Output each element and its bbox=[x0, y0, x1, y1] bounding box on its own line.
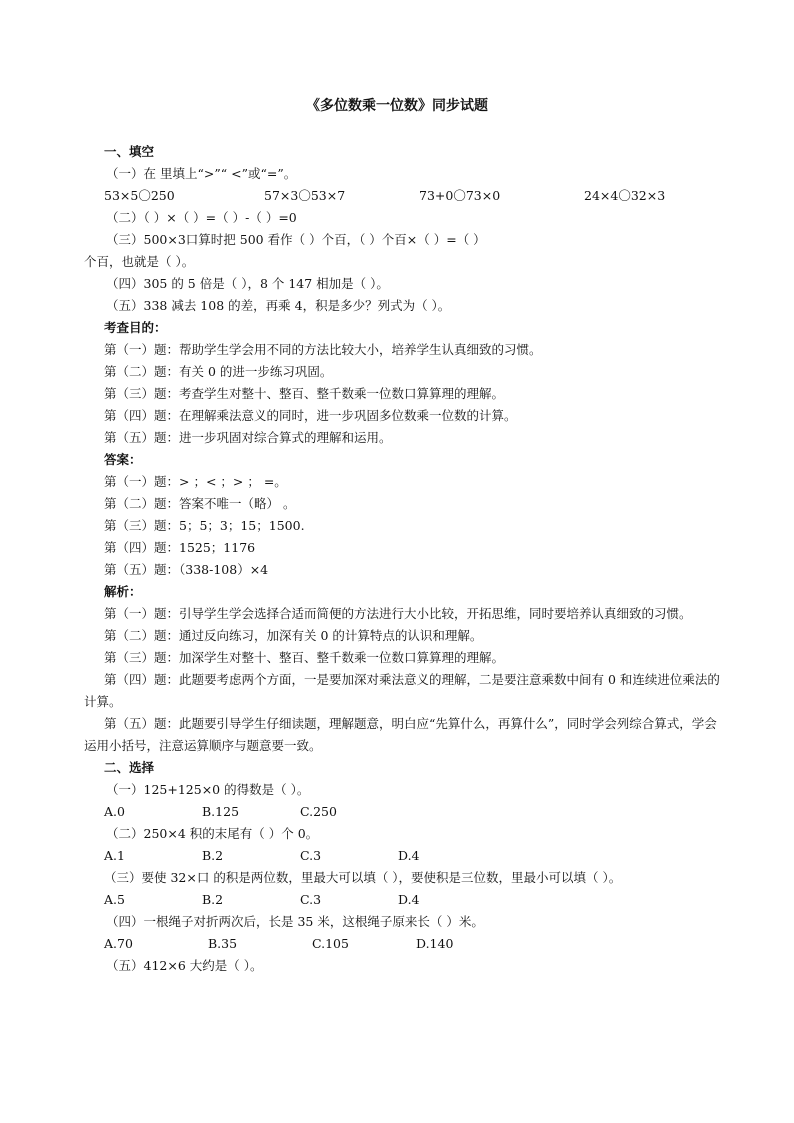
choice-option: A.70 bbox=[104, 936, 133, 951]
fill-q2: （二）（ ）×（ ）=（ ）-（ ）=0 bbox=[106, 210, 297, 225]
purpose-item: 第（一）题：帮助学生学会用不同的方法比较大小，培养学生认真细致的习惯。 bbox=[104, 342, 542, 357]
purpose-item: 第（五）题：进一步巩固对综合算式的理解和运用。 bbox=[104, 430, 392, 445]
choice-q1-options bbox=[104, 801, 724, 823]
choice-option: D.4 bbox=[398, 892, 420, 907]
fill-q5: （五）338 减去 108 的差，再乘 4，积是多少？列式为（ ）。 bbox=[106, 298, 451, 313]
purpose-item: 第（二）题：有关 0 的进一步练习巩固。 bbox=[104, 364, 333, 379]
answer-item: 第（三）题：5；5；3；15；1500. bbox=[104, 518, 305, 533]
compare-item: 24×4〇32×3 bbox=[584, 188, 666, 203]
fill-q4: （四）305 的 5 倍是（ ），8 个 147 相加是（ ）。 bbox=[106, 276, 389, 291]
choice-option: D.140 bbox=[416, 936, 454, 951]
choice-option: A.5 bbox=[104, 892, 125, 907]
choice-option: B.35 bbox=[208, 936, 238, 951]
analysis-heading: 解析： bbox=[104, 584, 142, 599]
page-title: 《多位数乘一位数》同步试题 bbox=[306, 98, 488, 114]
choice-q2-options bbox=[104, 845, 724, 867]
choice-option: B.125 bbox=[202, 804, 240, 819]
compare-row bbox=[104, 185, 724, 207]
section1-heading: 一、填空 bbox=[104, 144, 155, 159]
choice-q3: （三）要使 32×口 的积是两位数，里最大可以填（ ），要使积是三位数，里最小可以填（ ）。 bbox=[104, 870, 622, 885]
choice-q3-options bbox=[104, 889, 724, 911]
compare-item: 53×5〇250 bbox=[104, 188, 175, 203]
answer-item: 第（四）题：1525；1176 bbox=[104, 540, 256, 555]
choice-option: C.3 bbox=[300, 892, 322, 907]
choice-option: D.4 bbox=[398, 848, 420, 863]
analysis-item: 第（五）题：此题要引导学生仔细读题，理解题意，明白应“先算什么，再算什么”，同时学会列综合算式，学会运用小括号，注意运算顺序与题意要一致。 bbox=[84, 716, 717, 753]
purpose-item: 第（四）题：在理解乘法意义的同时，进一步巩固多位数乘一位数的计算。 bbox=[104, 408, 517, 423]
choice-option: B.2 bbox=[202, 892, 224, 907]
answer-item: 第（一）题：> ；< ；> ； =。 bbox=[104, 474, 287, 489]
answer-item: 第（五）题：（338-108）×4 bbox=[104, 562, 269, 577]
compare-item: 57×3〇53×7 bbox=[264, 188, 346, 203]
fill-q3-cont: 个百，也就是（ ）。 bbox=[84, 254, 195, 269]
section2-heading: 二、选择 bbox=[104, 760, 155, 775]
purpose-heading: 考查目的： bbox=[104, 320, 167, 335]
purpose-item: 第（三）题：考查学生对整十、整百、整千数乘一位数口算算理的理解。 bbox=[104, 386, 505, 401]
answer-item: 第（二）题：答案不唯一（略） 。 bbox=[104, 496, 296, 511]
choice-q1: （一）125+125×0 的得数是（ ）。 bbox=[106, 782, 310, 797]
choice-q2: （二）250×4 积的末尾有（ ）个 0。 bbox=[106, 826, 319, 841]
choice-option: A.1 bbox=[104, 848, 125, 863]
fill-q1: （一）在 里填上“>”“ <”或“=”。 bbox=[106, 166, 297, 181]
choice-q5: （五）412×6 大约是（ ）。 bbox=[106, 958, 263, 973]
choice-q4: （四）一根绳子对折两次后，长是 35 米，这根绳子原来长（ ）米。 bbox=[106, 914, 484, 929]
analysis-item: 第（三）题：加深学生对整十、整百、整千数乘一位数口算算理的理解。 bbox=[104, 650, 505, 665]
choice-option: C.250 bbox=[300, 804, 337, 819]
analysis-item: 第（二）题：通过反向练习，加深有关 0 的计算特点的认识和理解。 bbox=[104, 628, 483, 643]
choice-q4-options bbox=[104, 933, 724, 955]
choice-option: C.3 bbox=[300, 848, 322, 863]
fill-q3: （三）500×3口算时把 500 看作（ ）个百，（ ）个百×（ ）=（ ） bbox=[106, 232, 486, 247]
compare-item: 73+0〇73×0 bbox=[419, 188, 501, 203]
choice-option: B.2 bbox=[202, 848, 224, 863]
analysis-item: 第（一）题：引导学生学会选择合适而简便的方法进行大小比较，开拓思维，同时要培养认真细致的习惯。 bbox=[104, 606, 692, 621]
choice-option: A.0 bbox=[104, 804, 125, 819]
answer-heading: 答案： bbox=[104, 452, 142, 467]
document-body bbox=[84, 141, 724, 977]
analysis-item: 第（四）题：此题要考虑两个方面，一是要加深对乘法意义的理解，二是要注意乘数中间有 0 和连续进位乘法的计算。 bbox=[84, 672, 720, 709]
choice-option: C.105 bbox=[312, 936, 349, 951]
